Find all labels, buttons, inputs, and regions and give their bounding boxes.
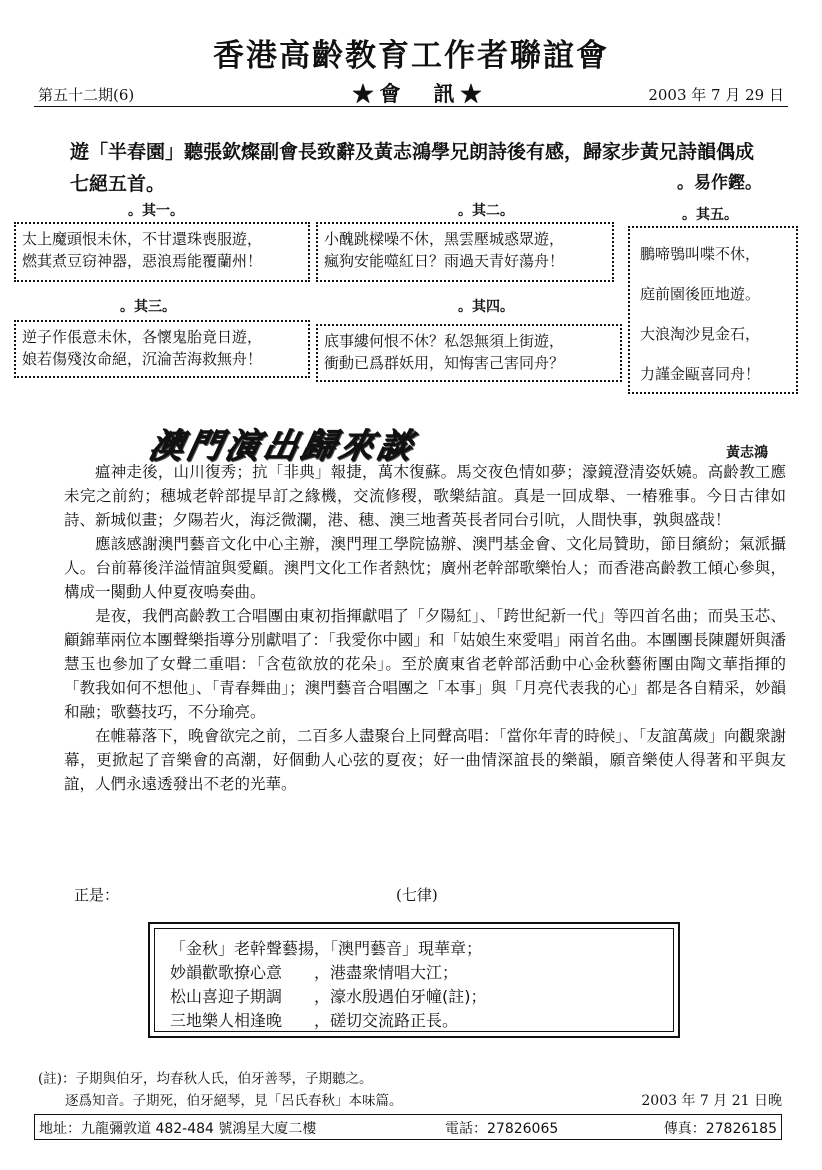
article-title: 澳門演出歸來談 bbox=[145, 426, 420, 466]
poem-2-line-2: 瘋狗安能噬紅日？雨過天青好蕩舟！ bbox=[324, 252, 565, 270]
issue-date: 2003 年 7 月 29 日 bbox=[648, 86, 784, 104]
poem-3-label: 。其三。 bbox=[120, 299, 176, 315]
footnote bbox=[38, 1068, 403, 1112]
poem-1-label: 。其一。 bbox=[128, 203, 184, 219]
article-body bbox=[64, 460, 786, 796]
poem-2-label: 。其二。 bbox=[458, 203, 514, 219]
article-paragraph-4: 在帷幕落下，晚會欲完之前，二百多人盡聚台上同聲高唱：「當你年青的時候」、「友誼萬歲」向觀衆謝幕，更掀起了音樂會的高潮，好個動人心弦的夏夜；好一曲情深誼長的樂韻，願音樂使人得著和平與友誼，人們永遠透發出不老的光華。 bbox=[64, 727, 786, 793]
verse-type-label: (七律) bbox=[396, 886, 438, 904]
poem-author: 。易作鏗。 bbox=[677, 173, 762, 193]
poem-5-line-4: 力謹金甌喜同舟！ bbox=[640, 365, 761, 383]
poem-5-box bbox=[628, 226, 798, 394]
newsletter-label: ★會 訊★ bbox=[352, 81, 488, 106]
article-paragraph-2: 應該感謝澳門藝音文化中心主辦，澳門理工學院協辦、澳門基金會、文化局贊助，節目繽紛；氣派攝人。台前幕後洋溢情誼與愛顧。澳門文化工作者熱忱；廣州老幹部歌樂怡人；而香港高齡教工傾心參與，構成一闋動人仲夏夜嗚奏曲。 bbox=[64, 535, 786, 601]
organization-title: 香港高齡教育工作者聯誼會 bbox=[213, 38, 609, 74]
poem-5-line-2: 庭前園後匝地遊。 bbox=[640, 285, 761, 303]
poem-1-line-2: 燃萁煮豆窃神器，惡浪焉能覆蘭州！ bbox=[22, 252, 263, 270]
verse-line-4: 三地樂人相逢晚 ，磋切交流路正長。 bbox=[170, 1011, 459, 1030]
footer-contact-bar bbox=[34, 1114, 782, 1140]
poem-3-line-1: 逆子作倀意未休，各懷鬼胎竟日遊， bbox=[22, 328, 263, 346]
footer-fax: 傳真：27826185 bbox=[663, 1121, 777, 1137]
poem-5-label: 。其五。 bbox=[682, 207, 738, 223]
poem-1-box bbox=[14, 222, 310, 282]
poem-4-label: 。其四。 bbox=[458, 299, 514, 315]
poem-4-line-1: 底事縷何恨不休？私怨無須上街遊， bbox=[324, 332, 565, 350]
article-author: 黃志鴻 bbox=[726, 445, 768, 461]
footer-phone: 電話：27826065 bbox=[445, 1121, 559, 1137]
poem-2-line-1: 小醜跳樑噪不休，黑雲壓城惑眾遊， bbox=[324, 230, 565, 248]
footer-address: 地址：九龍彌敦道 482-484 號鴻星大廈二樓 bbox=[39, 1121, 317, 1137]
footnote-line-2: 逐爲知音。子期死，伯牙絕琴，見「呂氏春秋」本味篇。 bbox=[38, 1093, 403, 1109]
poem-2-box bbox=[316, 222, 614, 282]
verse-line-3: 松山喜迎子期調 ，濠水殷遇伯牙幢(註)； bbox=[170, 987, 487, 1006]
verse-line-2: 妙韻歡歌撩心意 ，港盡衆情唱大江； bbox=[170, 963, 459, 982]
article-sign-date: 2003 年 7 月 21 日晚 bbox=[641, 1093, 782, 1109]
zhengshi-label: 正是： bbox=[74, 886, 120, 904]
footnote-line-1: (註)：子期與伯牙，均春秋人氏，伯牙善琴，子期聽之。 bbox=[38, 1071, 373, 1087]
poem-title-line-1: 遊「半春園」聽張欽燦副會長致辭及黃志鴻學兄朗詩後有感，歸家步黃兄詩韻偶成 bbox=[70, 141, 755, 163]
verse-line-1: 「金秋」老幹聲藝揚，「澳門藝音」現華章； bbox=[170, 939, 483, 958]
poem-5-line-3: 大浪淘沙見金石， bbox=[640, 325, 761, 343]
poem-3-line-2: 娘若傷殘汝命絕，沉淪苦海救無舟！ bbox=[22, 350, 263, 368]
verse-box bbox=[148, 922, 680, 1038]
poem-1-line-1: 太上魔頭恨未休，不甘還珠喪服遊， bbox=[22, 230, 263, 248]
article-paragraph-3: 是夜，我們高齡教工合唱團由東初指揮獻唱了「夕陽紅」、「跨世紀新一代」等四首名曲；而吳玉芯、顧錦華兩位本團聲樂指導分別獻唱了：「我愛你中國」和「姑娘生來愛唱」兩首名曲。本團團長陳麗妍與潘慧玉也參加了女聲二重唱：「含苞欲放的花朵」。至於廣東省老幹部活動中心金秋藝術團由陶文華指揮的「教我如何不想他」、「青春舞曲」；澳門藝音合唱團之「本事」與「月亮代表我的心」都是各自精采，妙韻和融；歌藝技巧，不分瑜亮。 bbox=[64, 607, 786, 721]
header-divider bbox=[34, 106, 788, 107]
poem-title-line-2: 七絕五首。 bbox=[70, 173, 166, 195]
poem-4-line-2: 衝動已爲群妖用，知悔害己害同舟？ bbox=[324, 354, 565, 372]
issue-number: 第五十二期(6) bbox=[38, 86, 135, 104]
article-paragraph-1: 瘟神走後，山川復秀；抗「非典」報捷，萬木復蘇。馬交夜色情如夢；濠鏡澄清姿妖嬈。高齡教工應未完之前約；穗城老幹部提早訂之緣機，交流修稷，歌樂結誼。真是一回成舉、一樁雅事。今日古律如詩、新城似畫；夕陽若火，海泛微瀾，港、穗、澳三地耆英長者同台引吭，人間快事，孰與盛哉！ bbox=[64, 463, 786, 529]
poem-5-line-1: 鵬啼鴞叫喋不休， bbox=[640, 245, 761, 263]
poem-4-box bbox=[316, 324, 622, 382]
poem-3-box bbox=[14, 320, 310, 378]
